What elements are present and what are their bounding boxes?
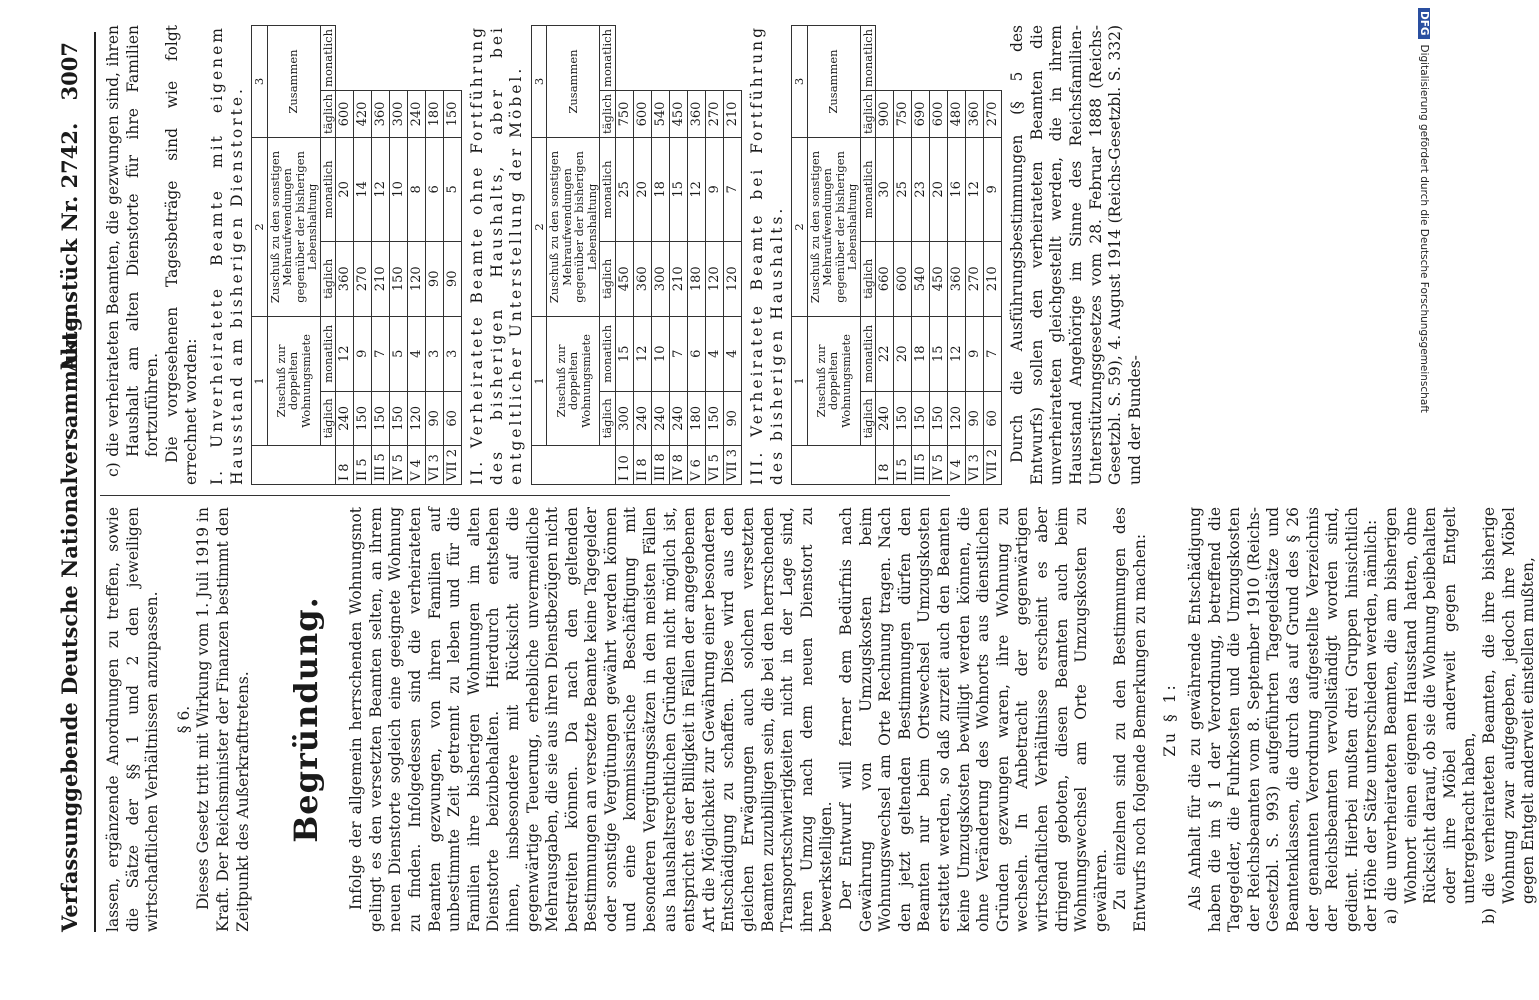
amount-cell: 750 (615, 90, 633, 137)
table-header-cell: Zusammen (267, 26, 320, 138)
column-divider (100, 495, 950, 496)
amount-cell: 240 (408, 90, 426, 137)
amount-cell: 90 (444, 241, 462, 316)
amount-cell: 5 (444, 138, 462, 242)
amount-cell: 16 (948, 138, 966, 242)
table-row (408, 26, 426, 485)
amount-cell: 60 (984, 391, 1002, 445)
table-row (426, 26, 444, 485)
rate-tables (208, 25, 1002, 485)
header-title: Verfassunggebende Deutsche Nationalversammlung. (57, 309, 82, 932)
amount-cell: 4 (408, 316, 426, 391)
digitization-sidebar (1414, 8, 1432, 993)
amount-cell: 15 (930, 316, 948, 391)
amount-cell: 450 (615, 241, 633, 316)
table-title: I. Unverheiratete Beamte mit eigenem Hausstand am bisherigen Dienstorte. (207, 25, 246, 485)
amount-cell: 300 (390, 90, 408, 137)
amount-cell: 450 (669, 90, 687, 137)
amount-cell: 25 (894, 138, 912, 242)
amount-cell: 450 (930, 241, 948, 316)
monthly-header: monatlich (320, 316, 336, 391)
amount-cell: 90 (426, 391, 444, 445)
amount-cell: 270 (966, 241, 984, 316)
amount-cell: 20 (336, 138, 354, 242)
table-header-cell: Zuschuß zur doppelten Wohnungsmiete (547, 316, 600, 445)
amount-cell: 150 (894, 391, 912, 445)
amount-cell: 10 (390, 138, 408, 242)
class-cell: II 5 (354, 445, 372, 484)
class-cell: VI 5 (705, 445, 723, 484)
rates-intro: Die vorgesehenen Tagesbeträge sind wie folgt errechnet worden: (162, 25, 201, 485)
amount-cell: 12 (966, 138, 984, 242)
class-cell: III 8 (651, 445, 669, 484)
amount-cell: 360 (633, 241, 651, 316)
table-header-cell: 2 (792, 138, 808, 317)
class-cell: II 5 (894, 445, 912, 484)
table-row (876, 26, 894, 485)
amount-cell: 12 (687, 138, 705, 242)
amount-cell: 210 (984, 241, 1002, 316)
amount-cell: 20 (894, 316, 912, 391)
table-header-cell: 1 (531, 316, 547, 445)
table-row (705, 26, 723, 485)
monthly-header: monatlich (860, 26, 876, 91)
daily-header: täglich (860, 90, 876, 137)
class-cell: I 10 (615, 445, 633, 484)
amount-cell: 600 (633, 90, 651, 137)
class-cell: IV 8 (669, 445, 687, 484)
amount-cell: 6 (426, 138, 444, 242)
class-cell: VII 3 (723, 445, 741, 484)
begruendung-heading: Begründung. (287, 596, 326, 843)
amount-cell: 7 (372, 316, 390, 391)
amount-cell: 150 (912, 391, 930, 445)
table-row (390, 26, 408, 485)
daily-header: täglich (320, 90, 336, 137)
paragraph-2: Der Entwurf will ferner dem Bedürfnis nach Gewährung von Umzugskosten beim Wohnungswechsel am Orte Rechnung tragen. Nach den jetzt geltenden Bestimmungen dürfen den Beamten nur beim Ortswechsel Umzugskosten erstattet werden, so daß zurzeit auch den Beamten keine Umzugskosten bewilligt werden können, die ohne Veränderung des Wohnorts aus dienstlichen Gründen gezwungen waren, ihre Wohnung zu wechseln. In Anbetracht der gegenwärtigen wirtschaftlichen Verhältnisse erscheint es aber dringend geboten, diesen Beamten auch beim Wohnungswechsel am Orte Umzugskosten zu gewähren. (837, 507, 1110, 932)
amount-cell: 120 (723, 241, 741, 316)
class-cell: V 4 (408, 445, 426, 484)
amount-cell: 12 (372, 138, 390, 242)
class-cell: I 8 (336, 445, 354, 484)
table-row (372, 26, 390, 485)
amount-cell: 12 (948, 316, 966, 391)
amount-cell: 5 (390, 316, 408, 391)
list-item-c: c) die verheirateten Beamten, die gezwungen sind, ihren Haushalt am alten Dienstorte für ihre Familien fortzuführen. (104, 25, 162, 477)
monthly-header: monatlich (860, 138, 876, 242)
amount-cell: 120 (408, 391, 426, 445)
amount-cell: 360 (372, 90, 390, 137)
monthly-header: monatlich (320, 138, 336, 242)
amount-cell: 360 (948, 241, 966, 316)
class-cell: VII 2 (444, 445, 462, 484)
amount-cell: 9 (354, 316, 372, 391)
class-header-cell (252, 445, 336, 484)
amount-cell: 240 (336, 391, 354, 445)
class-cell: VI 3 (966, 445, 984, 484)
amount-cell: 240 (876, 391, 894, 445)
daily-header: täglich (320, 241, 336, 316)
amount-cell: 540 (912, 241, 930, 316)
amount-cell: 360 (336, 241, 354, 316)
table-row (930, 26, 948, 485)
amount-cell: 270 (354, 241, 372, 316)
table-row (651, 26, 669, 485)
amount-cell: 150 (705, 391, 723, 445)
amount-cell: 600 (930, 90, 948, 137)
amount-cell: 9 (966, 316, 984, 391)
page-number: 3007 (57, 42, 82, 101)
monthly-header: monatlich (320, 26, 336, 91)
table-row (444, 26, 462, 485)
class-cell: I 8 (876, 445, 894, 484)
amount-cell: 30 (876, 138, 894, 242)
table-header-cell: 3 (792, 26, 808, 138)
amount-cell: 210 (723, 90, 741, 137)
amount-cell: 12 (633, 316, 651, 391)
table-header-cell: 3 (252, 26, 268, 138)
daily-header: täglich (860, 391, 876, 445)
amount-cell: 9 (705, 138, 723, 242)
amount-cell: 4 (705, 316, 723, 391)
amount-cell: 270 (705, 90, 723, 137)
monthly-header: monatlich (860, 316, 876, 391)
table-header-cell: 2 (531, 138, 547, 317)
rate-table (251, 25, 462, 485)
table-row (912, 26, 930, 485)
amount-cell: 360 (687, 90, 705, 137)
intro-text: lassen, ergänzende Anordnungen zu treffen, sowie die Sätze der §§ 1 und 2 den jeweiligen wirtschaftlichen Verhältnissen anzupassen. (104, 507, 162, 932)
amount-cell: 180 (687, 241, 705, 316)
table-header-cell: 1 (252, 316, 268, 445)
amount-cell: 7 (669, 316, 687, 391)
amount-cell: 4 (723, 316, 741, 391)
amount-cell: 210 (669, 241, 687, 316)
amount-cell: 25 (615, 138, 633, 242)
class-cell: VII 2 (984, 445, 1002, 484)
table-header-cell: Zusammen (547, 26, 600, 138)
amount-cell: 150 (354, 391, 372, 445)
amount-cell: 240 (633, 391, 651, 445)
amount-cell: 150 (372, 391, 390, 445)
class-cell: IV 5 (930, 445, 948, 484)
amount-cell: 270 (984, 90, 1002, 137)
table-header-cell: Zuschuß zur doppelten Wohnungsmiete (267, 316, 320, 445)
daily-header: täglich (600, 90, 616, 137)
table-header-cell: Zuschuß zu den sonstigen Mehraufwendungen gegenüber der bisherigen Lebenshaltung (547, 138, 600, 317)
table-row (984, 26, 1002, 485)
amount-cell: 90 (723, 391, 741, 445)
header-document-number: Aktenstück Nr. 2742. (57, 122, 82, 372)
amount-cell: 9 (984, 138, 1002, 242)
table-header-cell: Zuschuß zu den sonstigen Mehraufwendungen gegenüber der bisherigen Lebenshaltung (267, 138, 320, 317)
amount-cell: 20 (633, 138, 651, 242)
amount-cell: 600 (894, 241, 912, 316)
amount-cell: 660 (876, 241, 894, 316)
table-row (948, 26, 966, 485)
class-cell: II 8 (633, 445, 651, 484)
closing-paragraph: Durch die Ausführungsbestimmungen (§ 5 des Entwurfs) sollen den verheirateten Beamten die unverheirateten gleichgestellt werden, die in ihrem Hausstand Angehörige im Sinne des Reichsfamilien-Unterstützungsgesetzes vom 28. Februar 1888 (Reichs-Gesetzbl. S. 59), 4. August 1914 (Reichs-Gesetzbl. S. 332) und der Bundes- (1008, 25, 1144, 485)
amount-cell: 23 (912, 138, 930, 242)
amount-cell: 120 (948, 391, 966, 445)
amount-cell: 150 (444, 90, 462, 137)
amount-cell: 60 (444, 391, 462, 445)
amount-cell: 3 (444, 316, 462, 391)
amount-cell: 210 (372, 241, 390, 316)
amount-cell: 8 (408, 138, 426, 242)
amount-cell: 10 (651, 316, 669, 391)
class-cell: VI 3 (426, 445, 444, 484)
amount-cell: 150 (930, 391, 948, 445)
right-column (104, 25, 1145, 485)
list-item-a: a) die unverheirateten Beamten, die am bisherigen Wohnort einen eigenen Hausstand hatten, ohne Rücksicht darauf, ob sie die Wohnung beibehalten oder ihre Möbel anderweit gegen Entgelt untergebracht haben, (1382, 507, 1479, 924)
section6-title: § 6. (174, 705, 193, 734)
table-title: II. Verheiratete Beamte ohne Fortführung des bisherigen Haushalts, aber bei entgeltlicher Unterstellung der Möbel. (468, 25, 526, 485)
amount-cell: 15 (669, 138, 687, 242)
amount-cell: 14 (354, 138, 372, 242)
amount-cell: 300 (615, 391, 633, 445)
amount-cell: 20 (930, 138, 948, 242)
class-cell: V 4 (948, 445, 966, 484)
amount-cell: 7 (984, 316, 1002, 391)
amount-cell: 690 (912, 90, 930, 137)
rate-table (791, 25, 1002, 485)
monthly-header: monatlich (600, 316, 616, 391)
table-header-cell: 1 (792, 316, 808, 445)
amount-cell: 150 (390, 391, 408, 445)
daily-header: täglich (320, 391, 336, 445)
amount-cell: 300 (651, 241, 669, 316)
class-cell: III 5 (372, 445, 390, 484)
amount-cell: 3 (426, 316, 444, 391)
amount-cell: 7 (723, 138, 741, 242)
amount-cell: 18 (651, 138, 669, 242)
amount-cell: 150 (390, 241, 408, 316)
class-cell: V 6 (687, 445, 705, 484)
amount-cell: 15 (615, 316, 633, 391)
list-item-b: b) die verheirateten Beamten, die ihre bisherige Wohnung zwar aufgegeben, jedoch ihre Möbel gegen Entgelt anderweit einstellen mußten, (1480, 507, 1538, 924)
amount-cell: 540 (651, 90, 669, 137)
amount-cell: 22 (876, 316, 894, 391)
amount-cell: 600 (336, 90, 354, 137)
dfg-logo: DFG (1418, 8, 1430, 39)
table-header-cell: Zusammen (807, 26, 860, 138)
monthly-header: monatlich (600, 138, 616, 242)
amount-cell: 240 (669, 391, 687, 445)
amount-cell: 900 (876, 90, 894, 137)
section6-text: Dieses Gesetz tritt mit Wirkung vom 1. Juli 1919 in Kraft. Der Reichsminister der Finanzen bestimmt den Zeitpunkt des Außerkrafttretens. (194, 507, 252, 932)
daily-header: täglich (600, 391, 616, 445)
amount-cell: 420 (354, 90, 372, 137)
table-row (615, 26, 633, 485)
amount-cell: 120 (408, 241, 426, 316)
table-row (723, 26, 741, 485)
class-header-cell (792, 445, 876, 484)
table-header-cell: 3 (531, 26, 547, 138)
class-cell: IV 5 (390, 445, 408, 484)
running-header (57, 32, 90, 932)
table-header-cell: Zuschuß zur doppelten Wohnungsmiete (807, 316, 860, 445)
table-row (894, 26, 912, 485)
table-title: III. Verheiratete Beamte bei Fortführung des bisherigen Haushalts. (747, 25, 786, 485)
amount-cell: 180 (426, 90, 444, 137)
paragraph-3: Zu einzelnen sind zu den Bestimmungen des Entwurfs noch folgende Bemerkungen zu machen: (1111, 507, 1149, 932)
table-row (966, 26, 984, 485)
daily-header: täglich (860, 241, 876, 316)
class-header-cell (531, 445, 615, 484)
header-rule (94, 32, 96, 932)
table-row (354, 26, 372, 485)
table-row (669, 26, 687, 485)
class-cell: III 5 (912, 445, 930, 484)
paragraph-4: Als Anhalt für die zu gewährende Entschädigung haben die im § 1 der Verordnung, betreffend die Tagegelder, die Fuhrkosten und die Umzugskosten der Reichsbeamten vom 8. September 1910 (Reichs-Gesetzbl. S. 993) aufgeführten Tagegeldsätze und Beamtenklassen, die durch das auf Grund des § 26 der genannten Verordnung aufgestellte Verzeichnis der Reichsbeamten vervollständigt worden sind, gedient. Hierbei mußten drei Gruppen hinsichtlich der Höhe der Sätze unterschieden werden, nämlich: (1186, 507, 1381, 932)
daily-header: täglich (600, 241, 616, 316)
amount-cell: 12 (336, 316, 354, 391)
table-row (687, 26, 705, 485)
table-row (336, 26, 354, 485)
table-header-cell: 2 (252, 138, 268, 317)
monthly-header: monatlich (600, 26, 616, 91)
amount-cell: 180 (687, 391, 705, 445)
rate-table (531, 25, 742, 485)
amount-cell: 240 (651, 391, 669, 445)
table-header-cell: Zuschuß zu den sonstigen Mehraufwendungen gegenüber der bisherigen Lebenshaltung (807, 138, 860, 317)
amount-cell: 90 (966, 391, 984, 445)
amount-cell: 18 (912, 316, 930, 391)
amount-cell: 6 (687, 316, 705, 391)
left-column (104, 507, 1539, 932)
amount-cell: 360 (966, 90, 984, 137)
amount-cell: 480 (948, 90, 966, 137)
table-row (633, 26, 651, 485)
amount-cell: 90 (426, 241, 444, 316)
zu-paragraph-1-title: Zu § 1: (1160, 682, 1179, 757)
amount-cell: 750 (894, 90, 912, 137)
amount-cell: 120 (705, 241, 723, 316)
digitization-credit: Digitalisierung gefördert durch die Deutsche Forschungsgemeinschaft (1418, 44, 1430, 413)
paragraph-1: Infolge der allgemein herrschenden Wohnungsnot gelingt es den versetzten Beamten selten, an ihrem neuen Dienstorte sogleich eine geeignete Wohnung zu finden. Infolgedessen sind die verheirateten Beamten gezwungen, von ihren Familien auf unbestimmte Zeit getrennt zu leben und für die Familien ihre bisherigen Wohnungen im alten Dienstorte beizubehalten. Hierdurch entstehen ihnen, insbesondere mit Rücksicht auf die gegenwärtige Teuerung, erhebliche unvermeidliche Mehrausgaben, die sie aus ihren Dienstbezügen nicht bestreiten können. Da nach den geltenden Bestimmungen an versetzte Beamte keine Tagegelder oder sonstige Vergütungen gewährt werden können und eine kommissarische Beschäftigung mit besonderen Vergütungssätzen in den meisten Fällen aus haushaltsrechtlichen Gründen nicht möglich ist, entspricht es der Billigkeit in Fällen der angegebenen Art die Möglichkeit zur Gewährung einer besonderen Entschädigung zu schaffen. Diese wird aus den gleichen Erwägungen auch solchen versetzten Beamten zuzubilligen sein, die bei den herrschenden Transportschwierigkeiten nicht in der Lage sind, ihren Umzug nach dem neuen Dienstort zu bewerkstelligen. (347, 507, 836, 932)
